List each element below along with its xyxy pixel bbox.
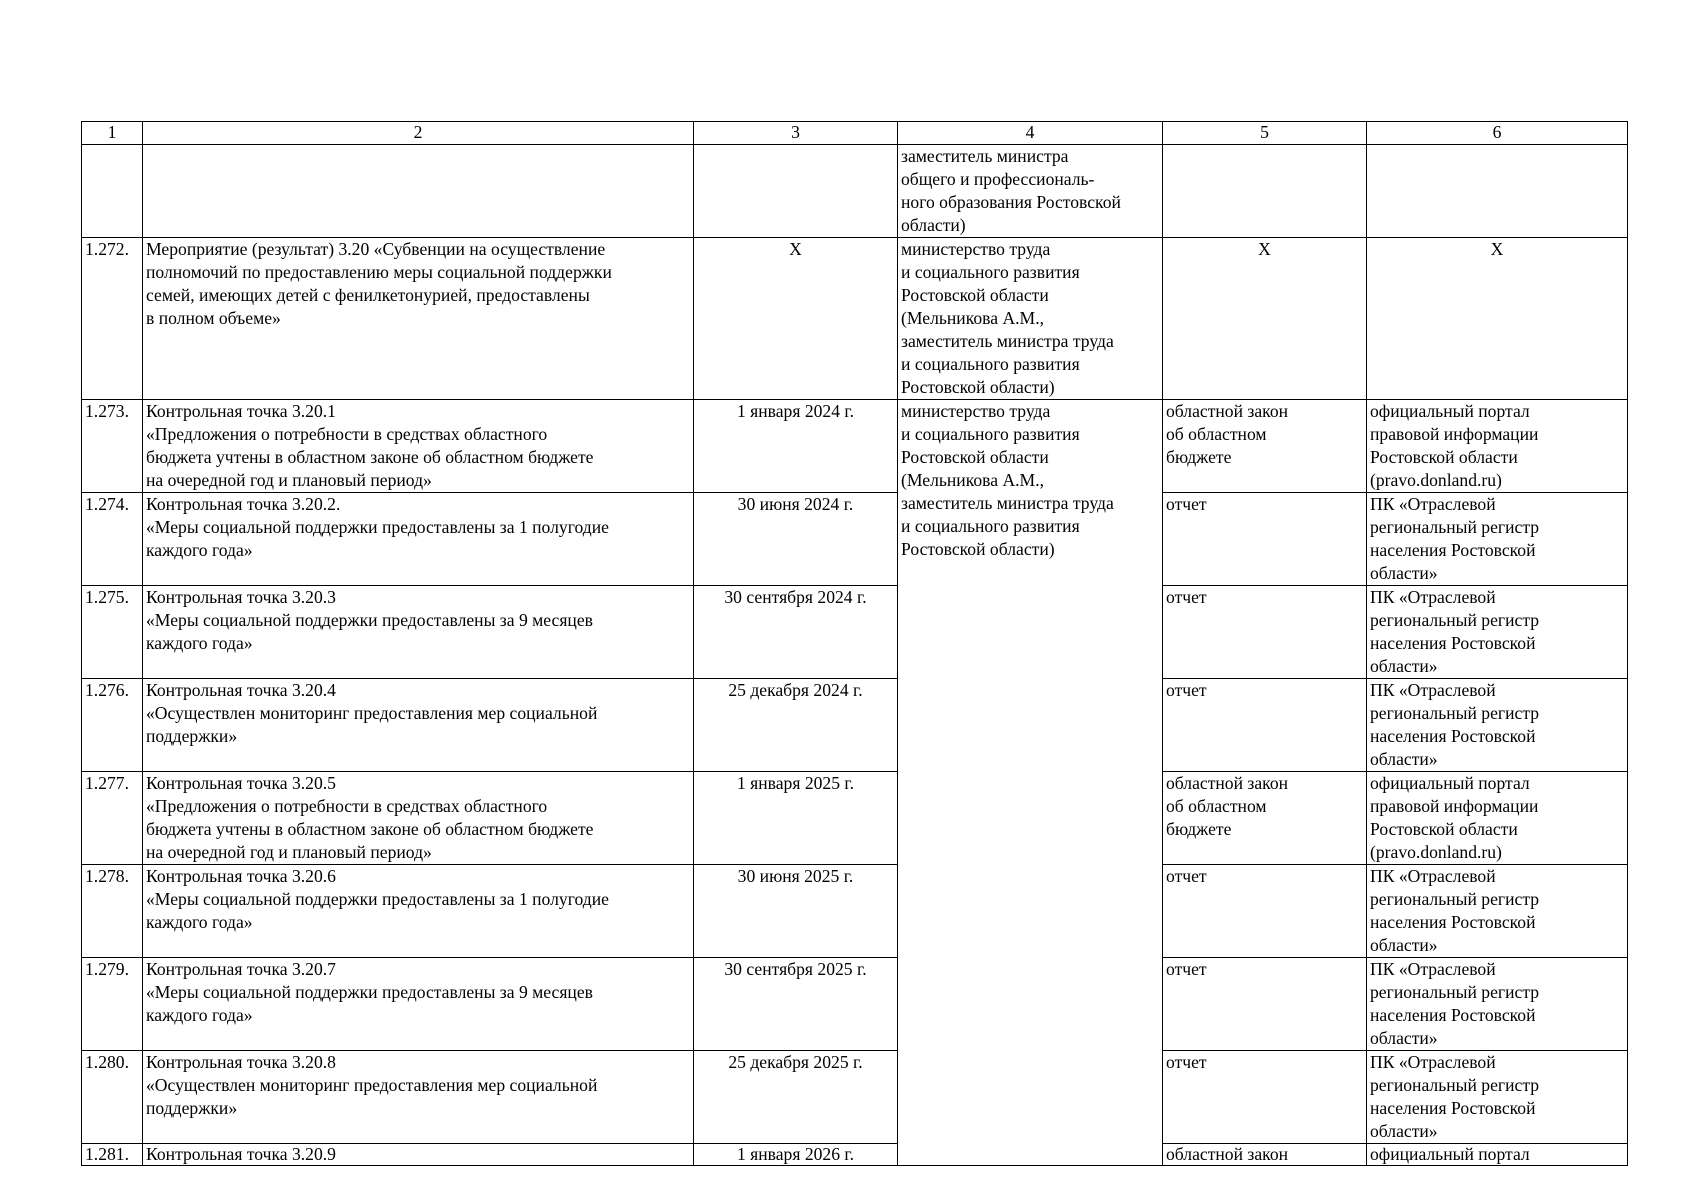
info-system: ПК «Отраслевой региональный регистр населения Ростовской области» (1367, 493, 1628, 586)
checkpoint-date: 30 июня 2024 г. (694, 493, 898, 586)
document-type: областной закон (1163, 1144, 1367, 1166)
info-system: Х (1367, 238, 1628, 400)
document-type: отчет (1163, 679, 1367, 772)
executor-cell: министерство труда и социального развития Ростовской области (Мельникова А.М., заместитель министра труда и социального развития Ростовской области) (898, 238, 1163, 400)
continuation-row (82, 145, 1628, 238)
event-name: Мероприятие (результат) 3.20 «Субвенции на осуществление полномочий по предоставлению меры социальной поддержки семей, имеющих детей с фенилкетонурией, предоставлены в полном объеме» (143, 238, 694, 400)
info-system: официальный портал правовой информации Ростовской области (pravo.donland.ru) (1367, 400, 1628, 493)
checkpoint-date: 25 декабря 2024 г. (694, 679, 898, 772)
checkpoint-date: 25 декабря 2025 г. (694, 1051, 898, 1144)
table-row (82, 679, 1628, 772)
checkpoint-name: Контрольная точка 3.20.9 (143, 1144, 694, 1166)
empty-cell (1367, 145, 1628, 238)
document-type: областной закон об областном бюджете (1163, 400, 1367, 493)
empty-cell (694, 145, 898, 238)
table-row (82, 958, 1628, 1051)
table-row (82, 400, 1628, 493)
event-row (82, 238, 1628, 400)
checkpoint-date: 1 января 2026 г. (694, 1144, 898, 1166)
info-system: ПК «Отраслевой региональный регистр населения Ростовской области» (1367, 586, 1628, 679)
row-number: 1.278. (82, 865, 143, 958)
table-row (82, 1051, 1628, 1144)
checkpoint-name: Контрольная точка 3.20.6 «Меры социальной поддержки предоставлены за 1 полугодие каждого года» (143, 865, 694, 958)
info-system: ПК «Отраслевой региональный регистр населения Ростовской области» (1367, 958, 1628, 1051)
empty-cell (1163, 145, 1367, 238)
checkpoint-name: Контрольная точка 3.20.1 «Предложения о потребности в средствах областного бюджета учтены в областном законе об областном бюджете на очередной год и плановый период» (143, 400, 694, 493)
checkpoint-date: 30 сентября 2025 г. (694, 958, 898, 1051)
empty-cell (143, 145, 694, 238)
row-number: 1.276. (82, 679, 143, 772)
info-system: ПК «Отраслевой региональный регистр населения Ростовской области» (1367, 1051, 1628, 1144)
header-cell: 1 (82, 122, 143, 145)
empty-cell (82, 145, 143, 238)
document-type: отчет (1163, 586, 1367, 679)
plan-table (81, 121, 1628, 1166)
checkpoint-name: Контрольная точка 3.20.5 «Предложения о потребности в средствах областного бюджета учтены в областном законе об областном бюджете на очередной год и плановый период» (143, 772, 694, 865)
header-cell: 5 (1163, 122, 1367, 145)
executor-cell: заместитель министра общего и профессиональ- ного образования Ростовской области) (898, 145, 1163, 238)
info-system: ПК «Отраслевой региональный регистр населения Ростовской области» (1367, 679, 1628, 772)
document-type: областной закон об областном бюджете (1163, 772, 1367, 865)
document-type: отчет (1163, 1051, 1367, 1144)
info-system: ПК «Отраслевой региональный регистр населения Ростовской области» (1367, 865, 1628, 958)
header-cell: 4 (898, 122, 1163, 145)
table-row (82, 865, 1628, 958)
document-type: Х (1163, 238, 1367, 400)
row-number: 1.280. (82, 1051, 143, 1144)
header-cell: 3 (694, 122, 898, 145)
row-number: 1.274. (82, 493, 143, 586)
table-row (82, 586, 1628, 679)
checkpoint-date: 30 сентября 2024 г. (694, 586, 898, 679)
row-number: 1.279. (82, 958, 143, 1051)
checkpoint-date: 1 января 2025 г. (694, 772, 898, 865)
table-row (82, 772, 1628, 865)
checkpoint-name: Контрольная точка 3.20.7 «Меры социальной поддержки предоставлены за 9 месяцев каждого года» (143, 958, 694, 1051)
row-number: 1.277. (82, 772, 143, 865)
document-type: отчет (1163, 958, 1367, 1051)
row-number: 1.272. (82, 238, 143, 400)
checkpoint-name: Контрольная точка 3.20.2. «Меры социальной поддержки предоставлены за 1 полугодие каждого года» (143, 493, 694, 586)
header-cell: 2 (143, 122, 694, 145)
checkpoint-name: Контрольная точка 3.20.8 «Осуществлен мониторинг предоставления мер социальной поддержки» (143, 1051, 694, 1144)
checkpoint-date: 30 июня 2025 г. (694, 865, 898, 958)
document-type: отчет (1163, 865, 1367, 958)
event-date: Х (694, 238, 898, 400)
checkpoint-name: Контрольная точка 3.20.4 «Осуществлен мониторинг предоставления мер социальной поддержки» (143, 679, 694, 772)
header-cell: 6 (1367, 122, 1628, 145)
document-type: отчет (1163, 493, 1367, 586)
info-system: официальный портал (1367, 1144, 1628, 1166)
row-number: 1.281. (82, 1144, 143, 1166)
table-row (82, 1144, 1628, 1166)
checkpoint-name: Контрольная точка 3.20.3 «Меры социальной поддержки предоставлены за 9 месяцев каждого года» (143, 586, 694, 679)
checkpoint-date: 1 января 2024 г. (694, 400, 898, 493)
info-system: официальный портал правовой информации Ростовской области (pravo.donland.ru) (1367, 772, 1628, 865)
merged-executor-cell: министерство труда и социального развития Ростовской области (Мельникова А.М., заместитель министра труда и социального развития Ростовской области) (898, 400, 1163, 1166)
row-number: 1.275. (82, 586, 143, 679)
row-number: 1.273. (82, 400, 143, 493)
table-row (82, 493, 1628, 586)
header-row (82, 122, 1628, 145)
